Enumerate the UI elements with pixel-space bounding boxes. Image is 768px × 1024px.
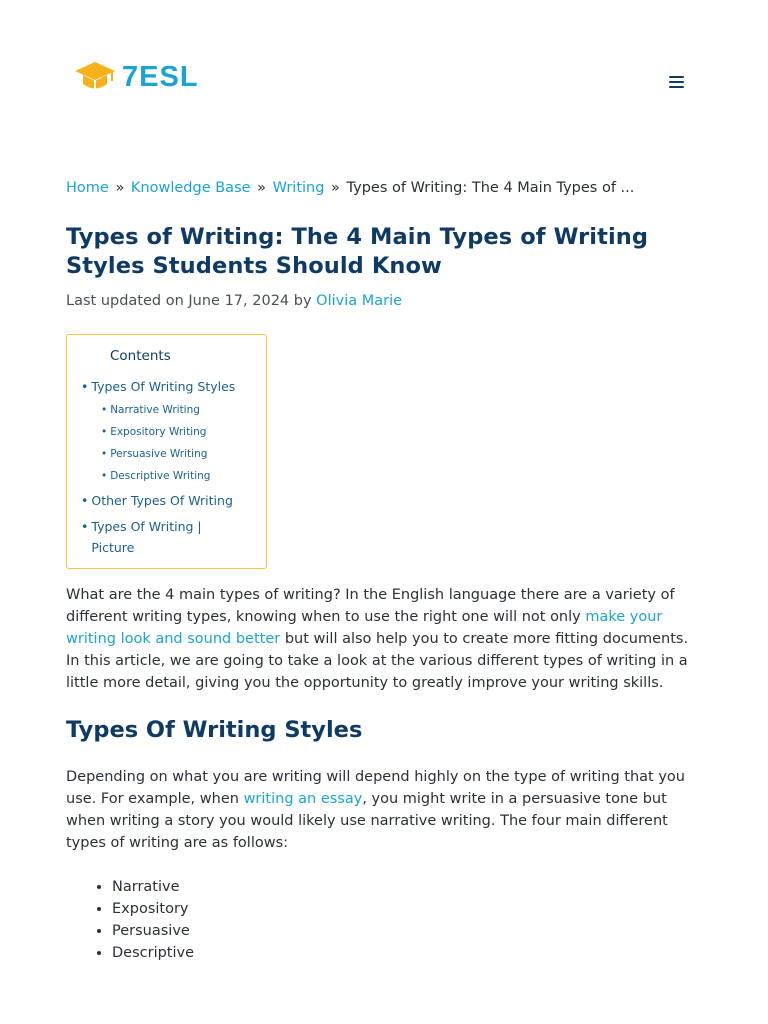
intro-link[interactable]: make your writing look and sound better — [66, 609, 663, 647]
toc-bullet: • — [101, 426, 108, 438]
toc-item-descriptive-writing[interactable] — [101, 468, 252, 484]
intro-text: but will also help you to create more fitting documents. In this article, we are going to take a look at the various different types of writing in a little more detail, giving you the opportunity to greatly improve your writing skills. — [66, 631, 689, 691]
breadcrumb-separator: » — [331, 180, 340, 196]
graduation-cap-icon — [74, 60, 116, 94]
breadcrumb-separator: » — [115, 180, 125, 196]
breadcrumb-knowledge-base-link[interactable]: Knowledge Base — [130, 180, 251, 196]
breadcrumb-writing-link[interactable]: Writing — [272, 180, 325, 196]
article-date: June 17, 2024 — [188, 293, 290, 309]
section-heading: Types Of Writing Styles — [66, 717, 363, 743]
list-item: • Descriptive — [112, 942, 706, 964]
section-text: Depending on what you are writing will depend highly on the type of writing that you use. For example, when — [66, 769, 685, 807]
toc-item-types-of-writing-styles[interactable] — [81, 379, 252, 395]
table-of-contents — [66, 334, 267, 569]
logo-text: 7ESL — [122, 60, 199, 93]
meta-by: by — [293, 293, 312, 309]
site-logo[interactable] — [74, 60, 199, 94]
toc-bullet: • — [101, 404, 108, 416]
hamburger-menu-icon[interactable] — [667, 74, 687, 90]
toc-link[interactable]: Persuasive Writing — [110, 448, 208, 460]
list-item: • Persuasive — [112, 920, 706, 942]
author-link[interactable]: Olivia Marie — [316, 293, 403, 309]
toc-item-persuasive-writing[interactable] — [101, 446, 252, 462]
main-content — [66, 178, 706, 964]
section-text: , you might write in a persuasive tone but when writing a story you would likely use narrative writing. The four main different types of writing are as follows: — [66, 791, 668, 851]
writing-an-essay-link[interactable]: writing an essay — [243, 791, 363, 807]
writing-types-list — [112, 876, 706, 964]
intro-paragraph — [66, 584, 706, 694]
breadcrumb — [66, 178, 706, 198]
toc-link[interactable]: Other Types Of Writing — [91, 493, 233, 508]
meta-prefix: Last updated on — [66, 293, 184, 309]
breadcrumb-current: Types of Writing: The 4 Main Types of ... — [346, 180, 635, 196]
toc-bullet: • — [101, 470, 108, 482]
toc-bullet: • — [81, 493, 89, 508]
section-paragraph — [66, 766, 706, 854]
breadcrumb-separator: » — [257, 180, 267, 196]
page-title: Types of Writing: The 4 Main Types of Writing Styles Students Should Know — [66, 224, 649, 279]
list-item: • Expository — [112, 898, 706, 920]
toc-link[interactable]: Descriptive Writing — [110, 470, 211, 482]
toc-bullet: • — [81, 519, 89, 534]
toc-bullet: • — [101, 448, 108, 460]
article-meta — [66, 291, 706, 311]
toc-item-types-of-writing-picture[interactable] — [81, 516, 252, 558]
list-item: • Narrative — [112, 876, 706, 898]
toc-bullet: • — [81, 379, 89, 394]
toc-link[interactable]: Types Of Writing Styles — [91, 379, 236, 394]
toc-link[interactable]: Narrative Writing — [110, 404, 200, 416]
toc-item-narrative-writing[interactable] — [101, 402, 252, 418]
toc-item-other-types-of-writing[interactable] — [81, 493, 252, 509]
toc-title: Contents — [110, 348, 171, 364]
toc-item-expository-writing[interactable] — [101, 424, 252, 440]
toc-link[interactable]: Types Of Writing | Picture — [91, 519, 202, 555]
toc-list — [81, 379, 252, 558]
breadcrumb-home-link[interactable]: Home — [66, 180, 109, 196]
toc-link[interactable]: Expository Writing — [110, 426, 207, 438]
site-header — [0, 0, 768, 160]
intro-text: What are the 4 main types of writing? In the English language there are a variety of different writing types, knowing when to use the right one will not only — [66, 587, 675, 625]
